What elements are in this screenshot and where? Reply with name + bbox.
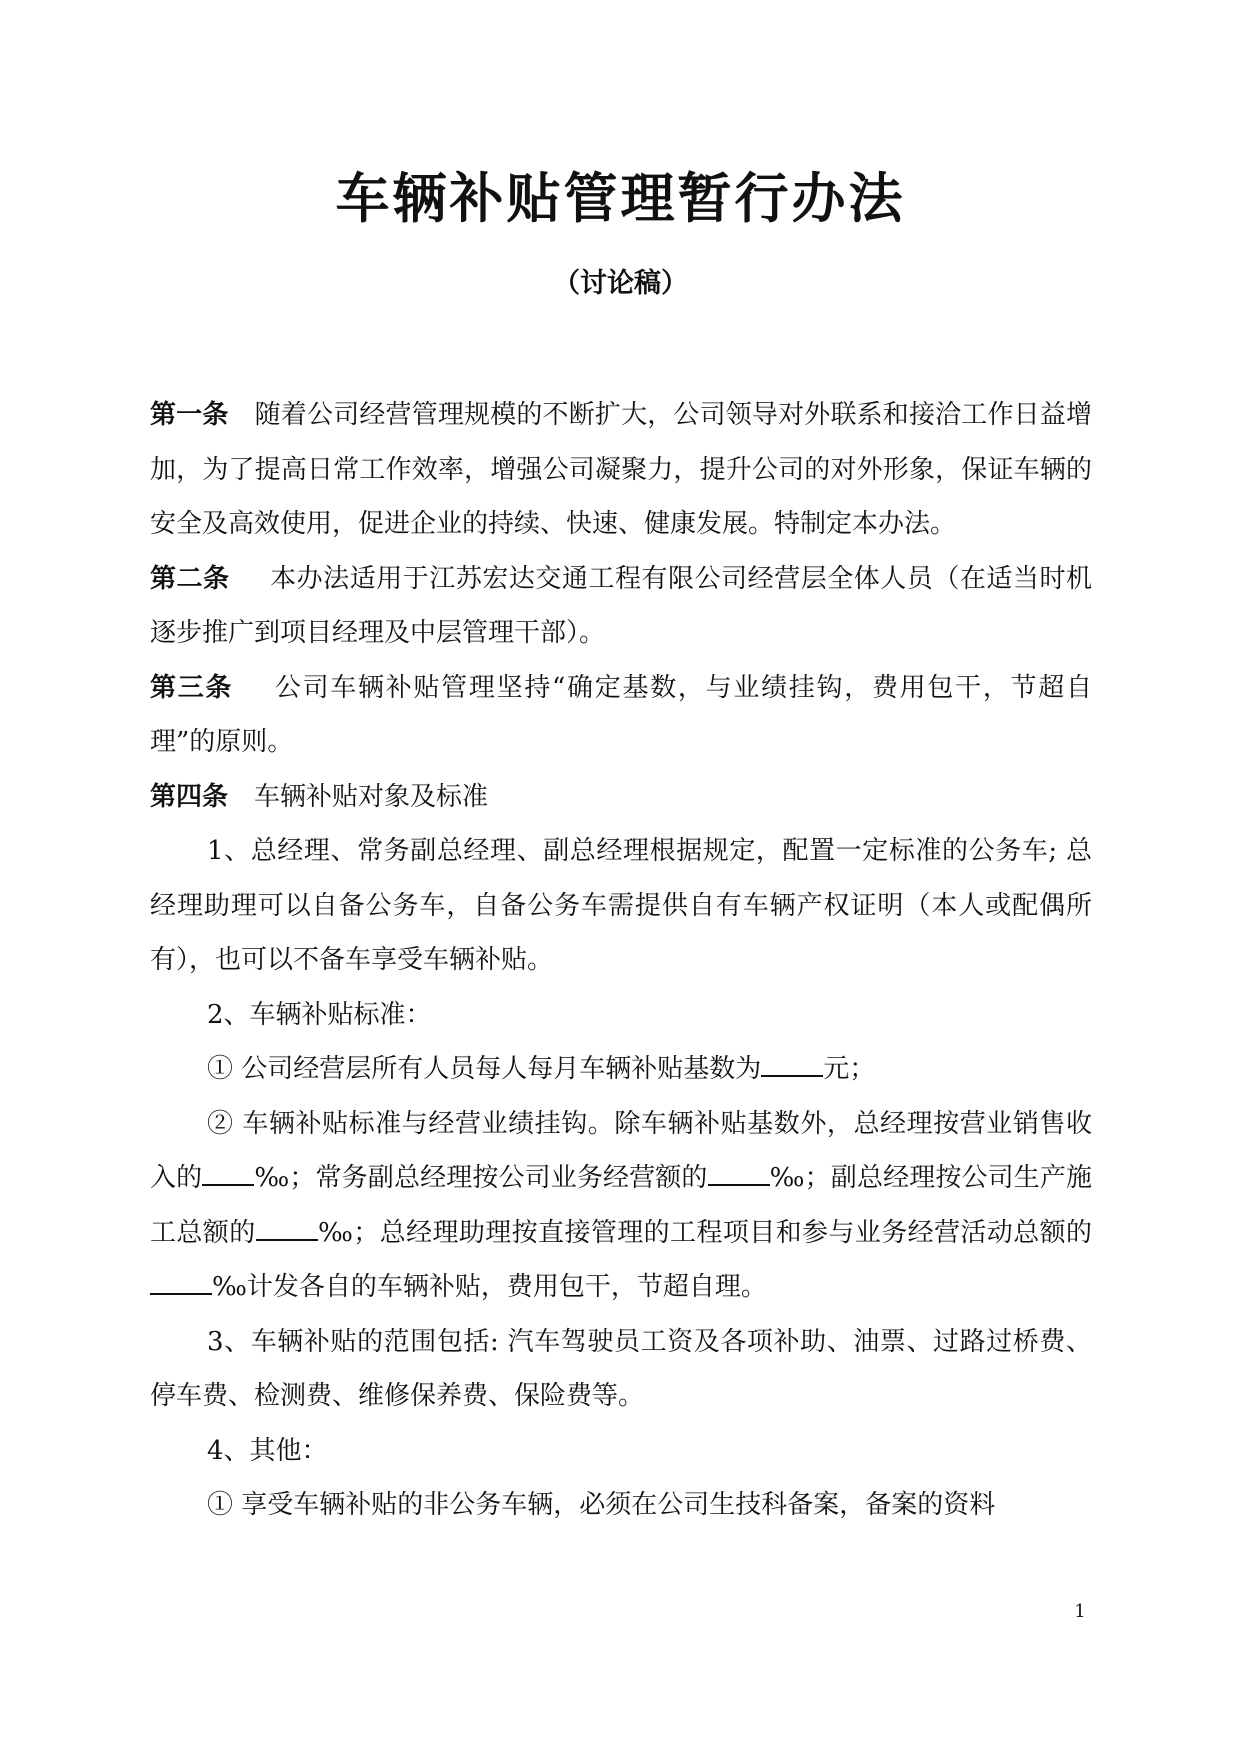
item-4-sub-1: ① 享受车辆补贴的非公务车辆，必须在公司生技科备案，备案的资料 xyxy=(207,1490,996,1520)
page-number: 1 xyxy=(1074,1601,1086,1622)
document-title: 车辆补贴管理暂行办法 xyxy=(335,167,906,230)
item-3: 3、车辆补贴的范围包括: 汽车驾驶员工资及各项补助、油票、过路过桥费、停车费、检测费、维修保养费、保险费等。 xyxy=(150,1326,1092,1411)
article-1 xyxy=(150,388,1092,552)
article-1-label: 第一条 xyxy=(150,400,229,430)
document-subtitle: （讨论稿） xyxy=(553,268,688,299)
item-2-sub-2-s3: ‰；副总经理按公司生产施工总额的 xyxy=(150,1163,1092,1248)
article-1-text: 随着公司经营管理规模的不断扩大，公司领导对外联系和接洽工作日益增加，为了提高日常工作效率，增强公司凝聚力，提升公司的对外形象，保证车辆的安全及高效使用，促进企业的持续、快速、健康发展。特制定本办法。 xyxy=(150,400,1092,539)
article-4 xyxy=(150,770,1092,825)
article-2-label: 第二条 xyxy=(150,563,230,594)
item-2-sub-2-s5: ‰计发各自的车辆补贴，费用包干，节超自理。 xyxy=(212,1272,767,1302)
document-body xyxy=(150,388,1092,1533)
item-4: 4、其他： xyxy=(207,1435,328,1466)
fill-in-blank xyxy=(150,1271,212,1295)
article-2-text: 本办法适用于江苏宏达交通工程有限公司经营层全体人员（在适当时机逐步推广到项目经理及中层管理干部）。 xyxy=(150,563,1092,648)
item-2-sub-2-s1: ② 车辆补贴标准与经营业绩挂钩。除车辆补贴基数外，总经理按营业销售收入的 xyxy=(150,1108,1093,1193)
fill-in-blank xyxy=(256,1217,318,1241)
article-3 xyxy=(150,661,1092,770)
article-4-label: 第四条 xyxy=(150,781,229,812)
item-1: 1、总经理、常务副总经理、副总经理根据规定，配置一定标准的公务车; 总经理助理可以自备公务车，自备公务车需提供自有车辆产权证明（本人或配偶所有），也可以不备车享受车辆补贴。 xyxy=(150,836,1092,975)
article-3-text: 公司车辆补贴管理坚持“确定基数，与业绩挂钩，费用包干，节超自理”的原则。 xyxy=(150,672,1092,757)
fill-in-blank xyxy=(708,1162,770,1186)
article-2 xyxy=(150,552,1092,661)
article-3-label: 第三条 xyxy=(150,672,234,703)
item-2-sub-1-after: 元； xyxy=(823,1054,876,1084)
item-2-sub-2 xyxy=(150,1097,1092,1315)
item-2-sub-1 xyxy=(150,1042,1092,1097)
item-2-sub-2-s4: ‰；总经理助理按直接管理的工程项目和参与业务经营活动总额的 xyxy=(317,1217,1092,1248)
item-2-sub-2-s2: ‰；常务副总经理按公司业务经营额的 xyxy=(254,1163,708,1193)
item-2: 2、车辆补贴标准： xyxy=(207,999,432,1030)
fill-in-blank xyxy=(761,1053,823,1077)
item-2-sub-1-before: ① 公司经营层所有人员每人每月车辆补贴基数为 xyxy=(207,1054,762,1084)
article-4-text: 车辆补贴对象及标准 xyxy=(254,781,489,812)
fill-in-blank xyxy=(202,1162,254,1186)
